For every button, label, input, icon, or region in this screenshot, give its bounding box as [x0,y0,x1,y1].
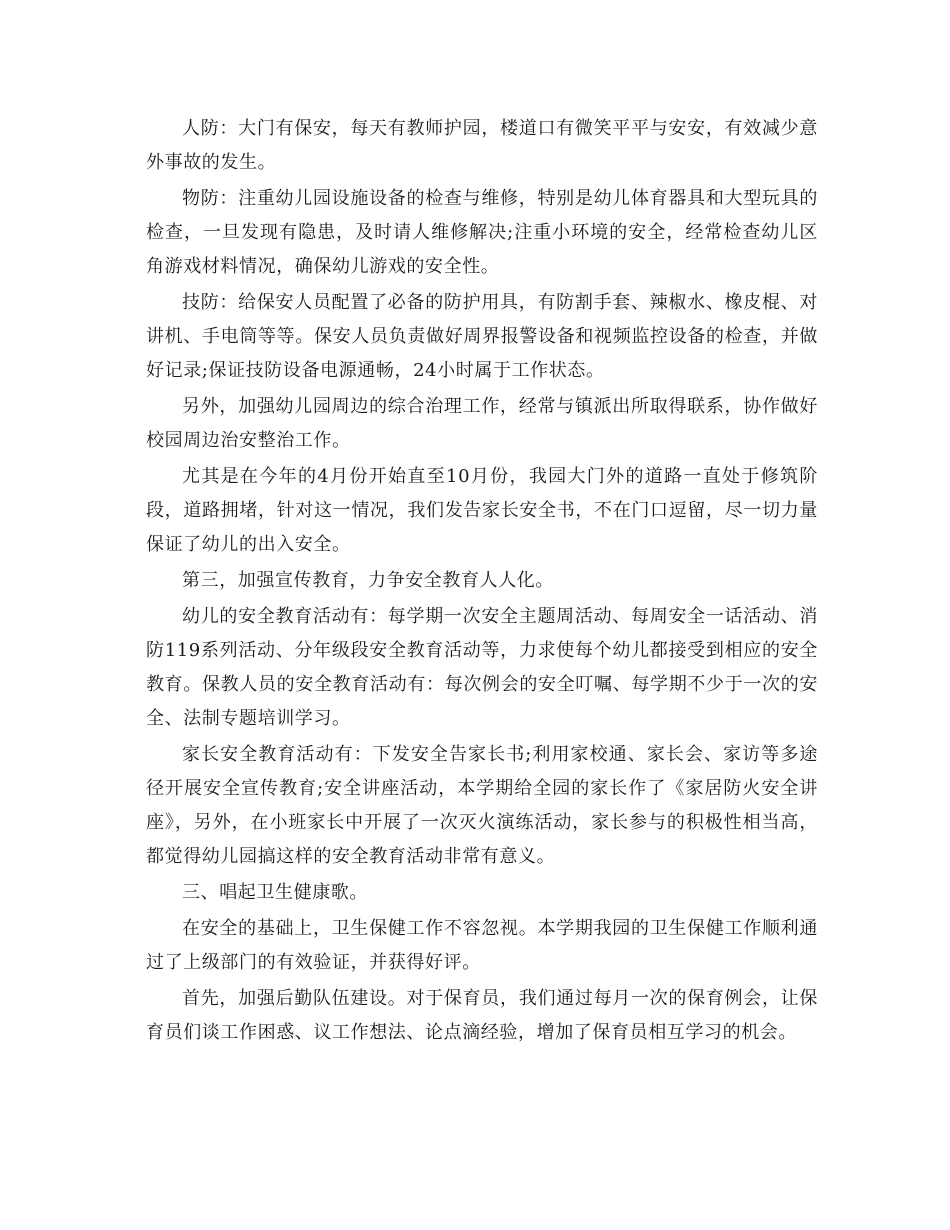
paragraph-personnel-defense: 人防：大门有保安，每天有教师护园，楼道口有微笑平平与安安，有效减少意外事故的发生。 [146,118,818,173]
paragraph-logistics-team: 首先，加强后勤队伍建设。对于保育员，我们通过每月一次的保育例会，让保育员们谈工作困惑、议工作想法、论点滴经验，增加了保育员相互学习的机会。 [146,988,818,1043]
paragraph-physical-defense: 物防：注重幼儿园设施设备的检查与维修，特别是幼儿体育器具和大型玩具的检查，一旦发现有隐患，及时请人维修解决;注重小环境的安全，经常检查幼儿区角游戏材料情况，确保幼儿游戏的安全性。 [146,188,818,277]
paragraph-technical-defense: 技防：给保安人员配置了必备的防护用具，有防割手套、辣椒水、橡皮棍、对讲机、手电筒等等。保安人员负责做好周界报警设备和视频监控设备的检查，并做好记录;保证技防设备电源通畅，24小时属于工作状态。 [146,292,818,381]
paragraph-parent-safety-education: 家长安全教育活动有：下发安全告家长书;利用家校通、家长会、家访等多途径开展安全宣传教育;安全讲座活动，本学期给全园的家长作了《家居防火安全讲座》，另外，在小班家长中开展了一次灭火演练活动，家长参与的积极性相当高，都觉得幼儿园搞这样的安全教育活动非常有意义。 [146,744,818,867]
paragraph-child-safety-education: 幼儿的安全教育活动有：每学期一次安全主题周活动、每周安全一话活动、消防119系列活动、分年级段安全教育活动等，力求使每个幼儿都接受到相应的安全教育。保教人员的安全教育活动有：每次例会的安全叮嘱、每学期不少于一次的安全、法制专题培训学习。 [146,606,818,729]
paragraph-road-construction: 尤其是在今年的4月份开始直至10月份，我园大门外的道路一直处于修筑阶段，道路拥堵，针对这一情况，我们发告家长安全书，不在门口逗留，尽一切力量保证了幼儿的出入安全。 [146,466,818,555]
paragraph-surroundings: 另外，加强幼儿园周边的综合治理工作，经常与镇派出所取得联系，协作做好校园周边治安整治工作。 [146,396,818,451]
document-body [146,112,818,1050]
paragraph-heading-hygiene: 三、唱起卫生健康歌。 [182,882,368,903]
paragraph-section-third: 第三，加强宣传教育，力争安全教育人人化。 [182,570,554,591]
paragraph-hygiene-intro: 在安全的基础上，卫生保健工作不容忽视。本学期我园的卫生保健工作顺利通过了上级部门的有效验证，并获得好评。 [146,918,818,973]
